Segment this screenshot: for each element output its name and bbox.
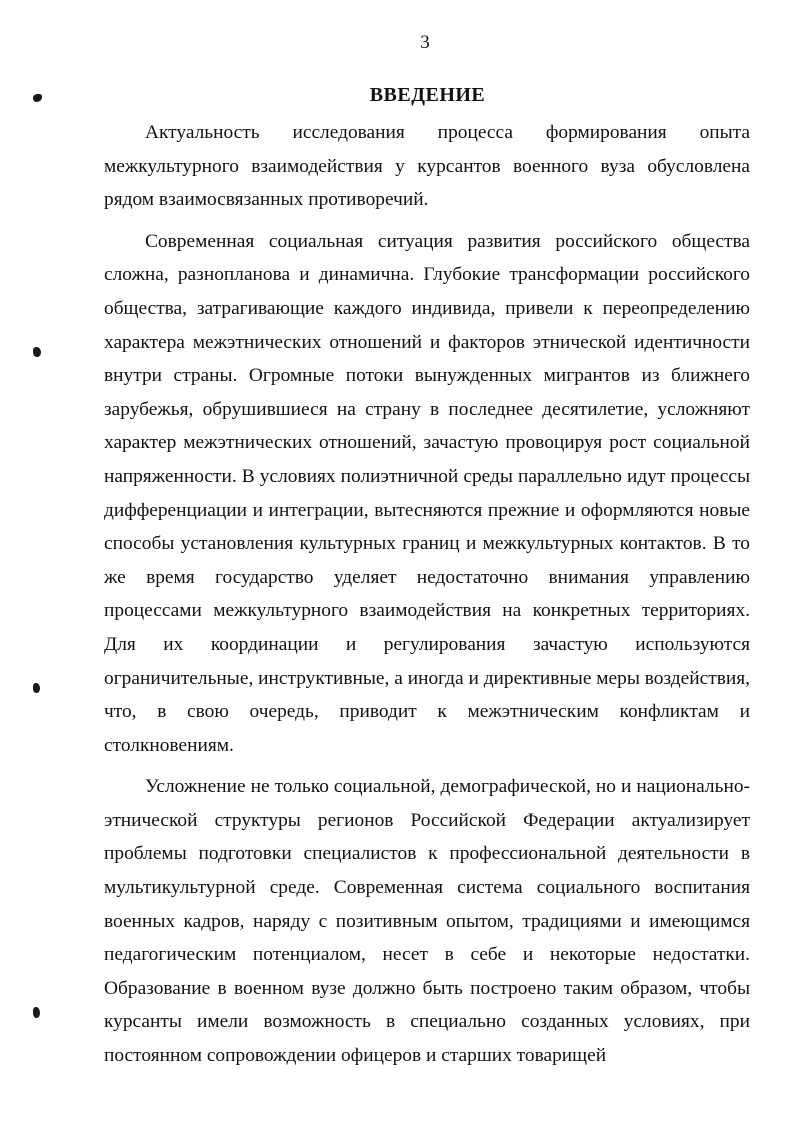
page-number: 3 (420, 32, 430, 53)
paragraph: Актуальность исследования процесса формирования опыта межкультурного взаимодействия у курсантов военного вуза обусловлена рядом взаимосвязанных противоречий. (104, 122, 750, 211)
paragraph: Усложнение не только социальной, демографической, но и национально-этнической структуры регионов Российской Федерации актуализирует проблемы подготовки специалистов к профессиональной деятельности в мультикультурной среде. Современная система социального воспитания военных кадров, наряду с позитивным опытом, традициями и имеющимся педагогическим потенциалом, несет в себе и некоторые недостатки. Образование в военном вузе должно быть построено таким образом, чтобы курсанты имели возможность в специально созданных условиях, при постоянном сопровождении офицеров и старших товарищей (104, 776, 750, 1067)
margin-binding-mark (33, 683, 40, 693)
margin-binding-mark (33, 1007, 40, 1018)
section-heading: ВВЕДЕНИЕ (369, 84, 486, 106)
paragraph: Современная социальная ситуация развития российского общества сложна, разнопланова и динамична. Глубокие трансформации российского общества, затрагивающие каждого индивида, привели к переопределению характера межэтнических отношений и факторов этнической идентичности внутри страны. Огромные потоки вынужденных мигрантов из ближнего зарубежья, обрушившиеся на страну в последнее десятилетие, усложняют характер межэтнических отношений, зачастую провоцируя рост социальной напряженности. В условиях полиэтничной среды параллельно идут процессы дифференциации и интеграции, вытесняются прежние и оформляются новые способы установления культурных границ и межкультурных контактов. В то же время государство уделяет недостаточно внимания управлению процессами межкультурного взаимодействия на конкретных территориях. Для их координации и регулирования зачастую используются ограничительные, инструктивные, а иногда и директивные меры воздействия, что, в свою очередь, приводит к межэтническим конфликтам и столкновениям. (104, 230, 750, 756)
margin-binding-mark (33, 347, 41, 357)
body-text (104, 116, 750, 1073)
